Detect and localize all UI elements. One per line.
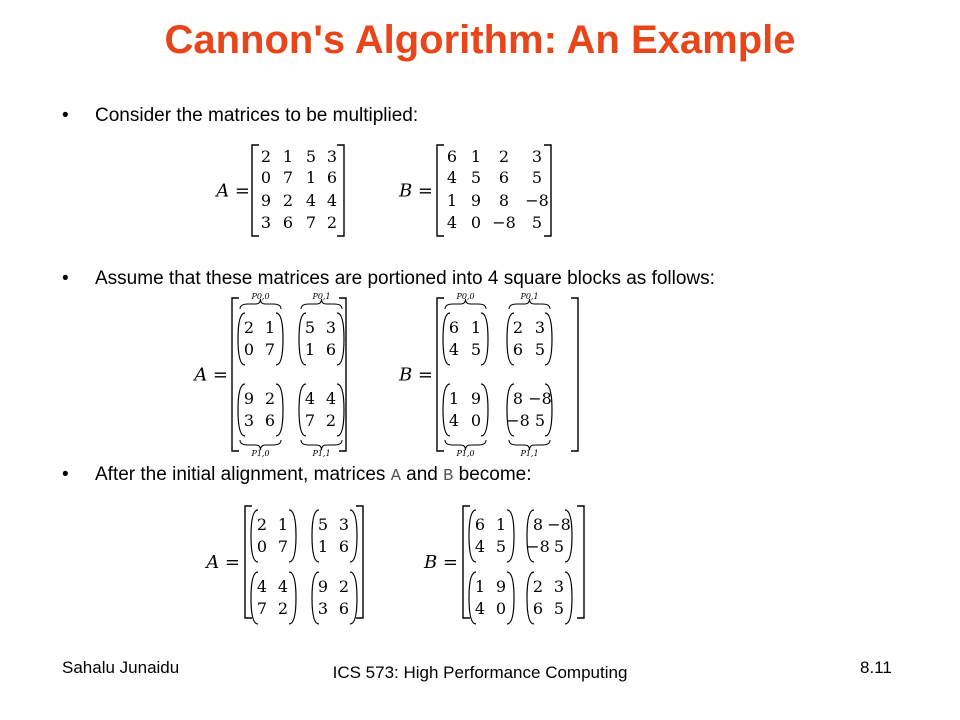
bullet-dot: •	[62, 268, 69, 289]
blocked-b-block-cell: 4	[448, 340, 460, 359]
matrix-a-cell: 3	[260, 213, 272, 232]
aligned-b-block-cell: 5	[495, 537, 507, 556]
blocked-a-block-cell: 1	[264, 318, 276, 337]
blocked-a-left-bracket	[232, 298, 239, 451]
matrix-b-cell: 5	[531, 213, 543, 232]
footer-author: Sahalu Junaidu	[62, 658, 180, 677]
blocked-b-block-cell: 5	[470, 340, 482, 359]
bullet-text-mid: and	[400, 464, 444, 485]
matrix-b-cell: −8	[492, 213, 516, 232]
aligned-b-block-cell: 5	[553, 599, 565, 618]
aligned-a-block-right-paren	[289, 572, 296, 624]
aligned-a-block-cell: 5	[317, 515, 329, 534]
matrix-a-cell: 0	[260, 168, 272, 187]
blocked-a-block-cell: 4	[304, 389, 316, 408]
matrix-b-cell: 5	[470, 168, 482, 187]
footer-course: ICS 573: High Performance Computing	[332, 663, 628, 682]
matrix-b-cell: 4	[446, 213, 458, 232]
aligned-a-block-cell: 7	[277, 537, 289, 556]
blocked-a-block-label: P1,1	[312, 449, 331, 458]
blocked-a-block-cell: 7	[264, 340, 276, 359]
aligned-b-block-cell: 4	[474, 599, 486, 618]
matrix-b-cell: 3	[531, 147, 543, 166]
aligned-b-block-cell: 6	[532, 599, 544, 618]
blocked-b-block-cell: −8	[506, 411, 530, 430]
aligned-a-block-right-paren	[350, 572, 357, 624]
matrix-b-cell: −8	[525, 191, 549, 210]
matrix-a-cell: 6	[326, 168, 338, 187]
blocked-b-block-cell: 6	[448, 318, 460, 337]
blocked-a-block-cell: 2	[325, 411, 337, 430]
matrix-b-cell: 8	[498, 191, 510, 210]
blocked-a-block-cell: 5	[304, 318, 316, 337]
matrix-b-cell: 6	[446, 147, 458, 166]
footer-page-number: 8.11	[860, 658, 892, 677]
aligned-a-block-cell: 6	[338, 599, 350, 618]
blocked-b-block-cell: 5	[534, 340, 546, 359]
aligned-a-block-cell: 4	[277, 577, 289, 596]
blocked-b-block-label: P0,0	[456, 292, 475, 301]
blocked-a-block-cell: 4	[325, 389, 337, 408]
matrix-b-cell: 1	[470, 147, 482, 166]
aligned-b-block-right-paren	[565, 572, 572, 624]
blocked-a-block-label: P0,1	[312, 292, 331, 301]
matrix-a-cell: 7	[282, 168, 294, 187]
aligned-b-block-cell: 9	[495, 577, 507, 596]
aligned-a-block-cell: 2	[338, 577, 350, 596]
blocked-b-label: B =	[398, 364, 433, 386]
matrix-b-cell: 2	[498, 147, 510, 166]
aligned-a-block-cell: 9	[317, 577, 329, 596]
matrix-b-cell: 4	[446, 168, 458, 187]
aligned-b-block-cell: −8	[526, 537, 550, 556]
aligned-a-block-cell: 2	[256, 515, 268, 534]
matrix-b-cell: 0	[470, 213, 482, 232]
matrix-name-b: B	[443, 467, 454, 486]
matrix-b-label: B =	[398, 180, 433, 202]
matrix-name-a: A	[390, 467, 401, 486]
blocked-a-block-cell: 7	[304, 411, 316, 430]
blocked-b-block-cell: 8	[512, 389, 524, 408]
bullet-dot: •	[62, 464, 69, 485]
blocked-b-block-cell: 4	[448, 411, 460, 430]
blocked-a-block-right-paren	[276, 384, 283, 436]
aligned-a-block-cell: 1	[317, 537, 329, 556]
aligned-b-block-cell: 2	[532, 577, 544, 596]
blocked-b-block-cell: 1	[448, 389, 460, 408]
matrix-b-cell: 1	[446, 191, 458, 210]
matrix-a-label: A =	[216, 180, 250, 202]
aligned-a-block-cell: 3	[317, 599, 329, 618]
blocked-b-block-label: P1,0	[456, 449, 475, 458]
aligned-b-block-right-paren	[507, 572, 514, 624]
aligned-a-block-cell: 2	[277, 599, 289, 618]
blocked-b-block-cell: 5	[534, 411, 546, 430]
blocked-a-block-cell: 2	[243, 318, 255, 337]
blocked-a-label: A =	[194, 364, 228, 386]
blocked-a-block-cell: 0	[243, 340, 255, 359]
matrix-b-cell: 9	[470, 191, 482, 210]
aligned-a-block-cell: 4	[256, 577, 268, 596]
aligned-a-block-cell: 6	[338, 537, 350, 556]
matrix-a-cell: 1	[305, 168, 317, 187]
blocked-a-block-right-paren	[337, 384, 344, 436]
aligned-b-block-cell: 4	[474, 537, 486, 556]
blocked-b-block-right-paren	[481, 384, 488, 436]
matrix-a-cell: 4	[305, 191, 317, 210]
blocked-a-block-label: P0,0	[251, 292, 270, 301]
blocked-a-block-cell: 3	[325, 318, 337, 337]
aligned-b-label: B =	[423, 552, 458, 573]
aligned-b-block-cell: 0	[495, 599, 507, 618]
blocked-b-block-cell: 0	[470, 411, 482, 430]
matrix-a-cell: 6	[282, 213, 294, 232]
aligned-b-block-cell: 6	[474, 515, 486, 534]
matrix-a-cell: 2	[260, 147, 272, 166]
matrix-b-left-bracket	[437, 145, 444, 236]
slide-title: Cannon's Algorithm: An Example	[164, 18, 796, 62]
bullet-text-pre: After the initial alignment, matrices	[95, 464, 391, 485]
matrix-a-cell: 7	[305, 213, 317, 232]
blocked-a-block-cell: 6	[264, 411, 276, 430]
blocked-b-block-right-paren	[481, 313, 488, 365]
matrix-a-cell: 2	[326, 213, 338, 232]
blocked-a-block-cell: 9	[243, 389, 255, 408]
aligned-b-block-cell: 5	[553, 537, 565, 556]
blocked-b-block-cell: 2	[512, 318, 524, 337]
matrix-a-cell: 4	[326, 191, 338, 210]
matrix-a-cell: 5	[305, 147, 317, 166]
blocked-b-block-right-paren	[545, 313, 552, 365]
aligned-b-block-cell: 1	[495, 515, 507, 534]
aligned-a-block-cell: 3	[338, 515, 350, 534]
aligned-b-block-right-paren	[507, 510, 514, 562]
matrix-a-right-bracket	[337, 145, 344, 236]
matrix-a-cell: 1	[282, 147, 294, 166]
blocked-a-block-right-paren	[337, 313, 344, 365]
blocked-a-block-cell: 3	[243, 411, 255, 430]
aligned-b-block-cell: 1	[474, 577, 486, 596]
aligned-b-block-cell: 8	[532, 515, 544, 534]
blocked-b-block-label: P0,1	[520, 292, 539, 301]
aligned-a-block-right-paren	[289, 510, 296, 562]
blocked-b-block-cell: 3	[534, 318, 546, 337]
matrix-b-cell: 6	[498, 168, 510, 187]
aligned-a-block-cell: 1	[277, 515, 289, 534]
bullet-text: Consider the matrices to be multiplied:	[95, 105, 419, 126]
bullet-text-post: become:	[453, 464, 532, 485]
matrix-a-cell: 3	[326, 147, 338, 166]
blocked-b-left-bracket	[437, 298, 444, 451]
blocked-b-right-bracket	[571, 298, 578, 451]
bullet-dot: •	[62, 105, 69, 126]
matrix-a-cell: 2	[282, 191, 294, 210]
blocked-a-block-right-paren	[276, 313, 283, 365]
matrix-a-left-bracket	[252, 145, 259, 236]
aligned-a-block-cell: 0	[256, 537, 268, 556]
matrix-b-cell: 5	[531, 168, 543, 187]
matrix-a-cell: 9	[260, 191, 272, 210]
blocked-b-block-cell: 6	[512, 340, 524, 359]
blocked-a-block-cell: 1	[304, 340, 316, 359]
blocked-b-block-label: P1,1	[520, 449, 539, 458]
blocked-b-block-cell: 9	[470, 389, 482, 408]
aligned-a-label: A =	[206, 552, 240, 573]
blocked-a-block-label: P1,0	[251, 449, 270, 458]
blocked-a-block-cell: 6	[325, 340, 337, 359]
aligned-b-block-cell: −8	[547, 515, 571, 534]
aligned-a-block-cell: 7	[256, 599, 268, 618]
aligned-b-block-cell: 3	[553, 577, 565, 596]
aligned-b-right-bracket	[577, 506, 584, 618]
aligned-a-block-right-paren	[350, 510, 357, 562]
blocked-a-block-cell: 2	[264, 389, 276, 408]
blocked-b-block-cell: −8	[528, 389, 552, 408]
blocked-b-block-cell: 1	[470, 318, 482, 337]
bullet-text: Assume that these matrices are portioned into 4 square blocks as follows:	[95, 268, 715, 289]
